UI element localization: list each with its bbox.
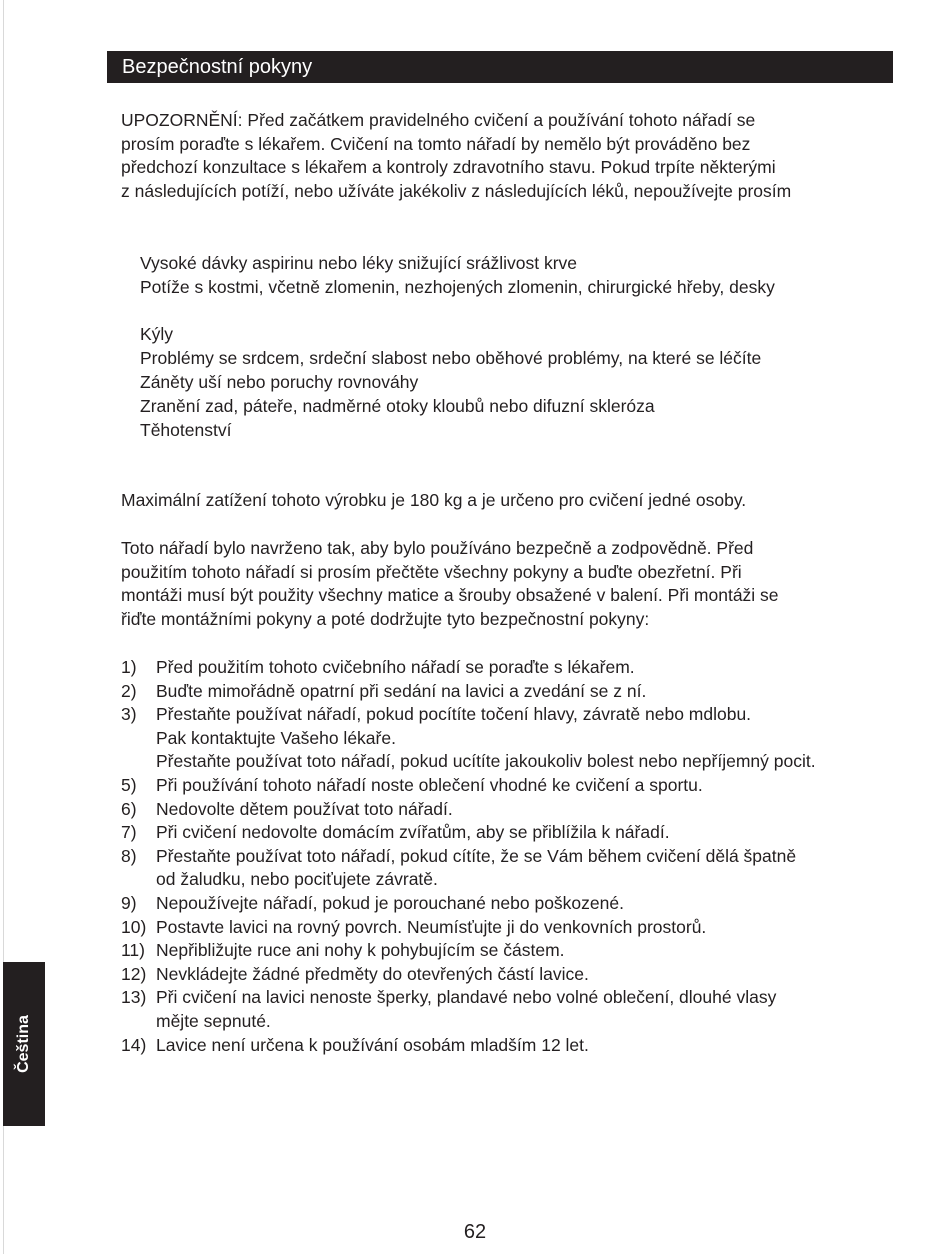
- section-header: [107, 51, 893, 83]
- condition-item: Problémy se srdcem, srdeční slabost nebo oběhové problémy, na které se léčíte: [140, 348, 762, 368]
- list-item: [121, 656, 901, 680]
- language-label: Čeština: [15, 1015, 32, 1073]
- list-item: [121, 821, 901, 845]
- condition-item: Zranění zad, páteře, nadměrné otoky kloubů nebo difuzní skleróza: [140, 396, 655, 416]
- list-item: [121, 1034, 901, 1058]
- condition-item: Kýly: [140, 324, 174, 344]
- list-item: [121, 845, 901, 892]
- warning-paragraph: UPOZORNĚNÍ: Před začátkem pravidelného cvičení a používání tohoto nářadí se prosím poraďte s lékařem. Cvičení na tomto nářadí by nemělo být prováděno bez předchozí konzultace s lékařem a kontroly zdravotního stavu. Pokud trpíte některými z následujících potíží, nebo užíváte jakékoliv z následujících léků, nepoužívejte prosím: [121, 110, 792, 201]
- item-text: Lavice není určena k používání osobám mladším 12 let.: [156, 1034, 589, 1055]
- list-item: [121, 986, 901, 1033]
- item-text: Přestaňte používat toto nářadí, pokud cítíte, že se Vám během cvičení dělá špatně od žaludku, nebo pociťujete závratě.: [156, 845, 797, 890]
- item-text: Přestaňte používat nářadí, pokud pocítíte točení hlavy, závratě nebo mdlobu. Pak kontaktujte Vašeho lékaře. Přestaňte používat toto nářadí, pokud ucítíte jakoukoliv bolest nebo nepříjemný pocit.: [156, 704, 816, 772]
- language-side-tab: [3, 962, 45, 1126]
- list-item: [121, 892, 901, 916]
- condition-item: Záněty uší nebo poruchy rovnováhy: [140, 372, 419, 392]
- section-title: Bezpečnostní pokyny: [122, 56, 313, 78]
- list-item: [121, 798, 901, 822]
- item-text: Nedovolte dětem používat toto nářadí.: [156, 798, 453, 819]
- max-load-paragraph: Maximální zatížení tohoto výrobku je 180 kg a je určeno pro cvičení jedné osoby.: [121, 490, 747, 510]
- list-item: [121, 963, 901, 987]
- item-text: Nepřibližujte ruce ani nohy k pohybujícím se částem.: [156, 940, 565, 961]
- item-number: 14): [121, 1034, 147, 1055]
- safety-instructions-list: [121, 656, 901, 1057]
- item-number: 8): [121, 845, 137, 866]
- item-number: 9): [121, 892, 137, 913]
- item-number: 7): [121, 822, 137, 843]
- item-number: 13): [121, 987, 147, 1008]
- list-item: [121, 774, 901, 798]
- item-number: 6): [121, 798, 137, 819]
- list-item: [121, 680, 901, 704]
- item-number: 12): [121, 963, 147, 984]
- item-text: Při cvičení nedovolte domácím zvířatům, aby se přiblížila k nářadí.: [156, 822, 670, 843]
- list-item: [121, 916, 901, 940]
- item-number: 2): [121, 680, 137, 701]
- item-number: 1): [121, 657, 137, 677]
- condition-item: Vysoké dávky aspirinu nebo léky snižující srážlivost krve: [140, 253, 578, 273]
- condition-item: Potíže s kostmi, včetně zlomenin, nezhojených zlomenin, chirurgické hřeby, desky: [140, 277, 775, 297]
- design-note-paragraph: Toto nářadí bylo navrženo tak, aby bylo používáno bezpečně a zodpovědně. Před použitím tohoto nářadí si prosím přečtěte všechny pokyny a buďte obezřetní. Při montáži musí být použity všechny matice a šrouby obsažené v balení. Při montáži se řiďte montážními pokyny a poté dodržujte tyto bezpečnostní pokyny:: [121, 538, 779, 629]
- item-number: 3): [121, 704, 137, 725]
- condition-item: Těhotenství: [140, 420, 232, 440]
- item-text: Před použitím tohoto cvičebního nářadí se poraďte s lékařem.: [156, 657, 635, 677]
- item-text: Při cvičení na lavici nenoste šperky, plandavé nebo volné oblečení, dlouhé vlasy mějte sepnuté.: [156, 987, 777, 1031]
- list-item: [121, 939, 901, 963]
- item-text: Nevkládejte žádné předměty do otevřených částí lavice.: [156, 963, 589, 984]
- item-number: 11): [121, 940, 145, 961]
- item-text: Postavte lavici na rovný povrch. Neumísťujte ji do venkovních prostorů.: [156, 916, 707, 937]
- item-text: Nepoužívejte nářadí, pokud je porouchané nebo poškozené.: [156, 892, 624, 913]
- item-text: Buďte mimořádně opatrní při sedání na lavici a zvedání se z ní.: [156, 680, 647, 701]
- page-number: 62: [463, 1221, 487, 1243]
- item-number: 5): [121, 774, 137, 795]
- item-text: Při používání tohoto nářadí noste oblečení vhodné ke cvičení a sportu.: [156, 774, 703, 795]
- list-item: [121, 703, 901, 774]
- item-number: 10): [121, 916, 147, 937]
